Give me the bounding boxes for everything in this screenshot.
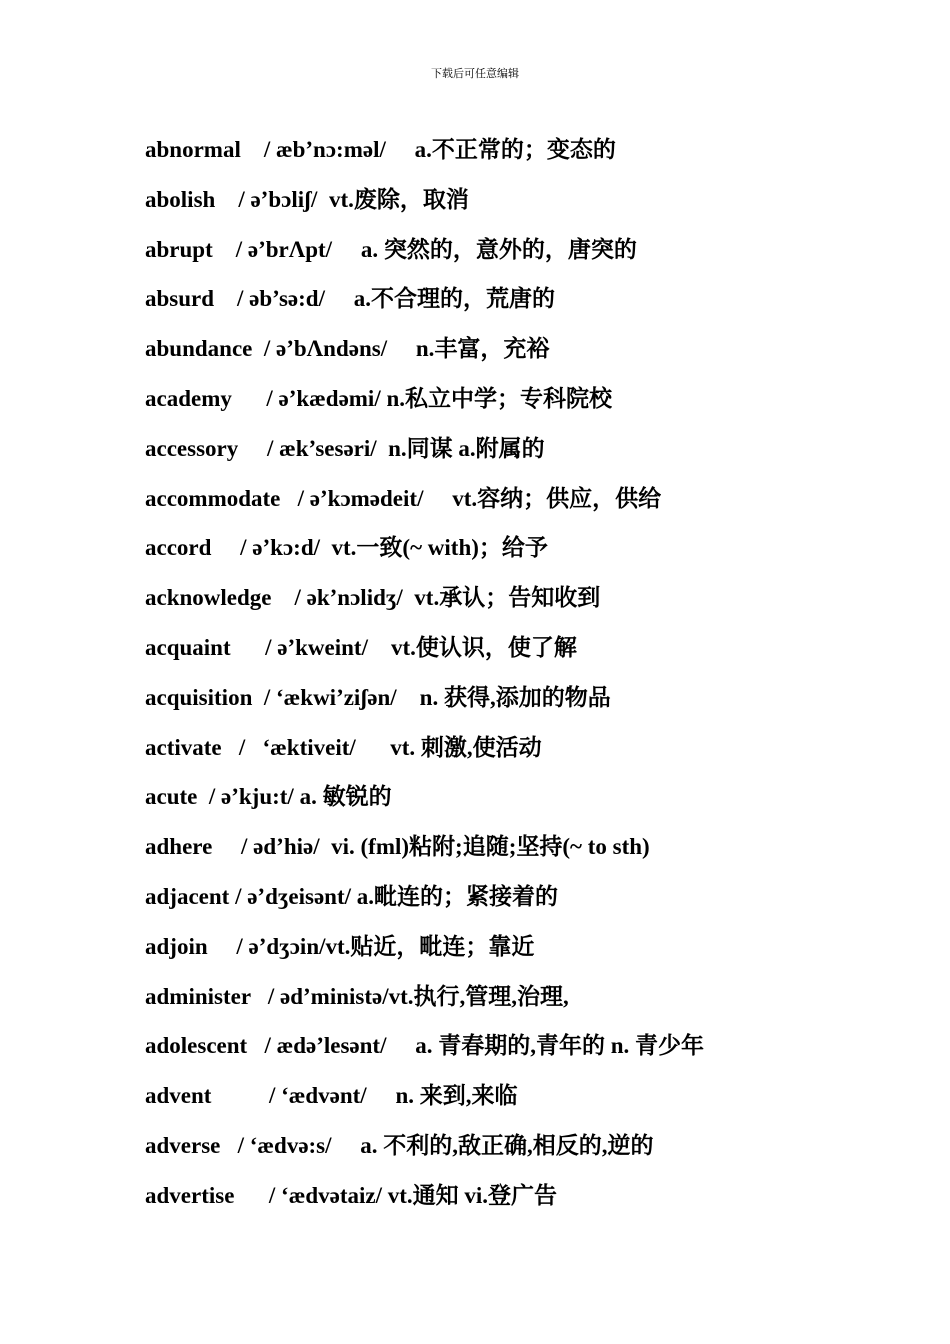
vocab-entry-adhere: adhere / əd’hiə/ vi. (fml)粘附;追随;坚持(~ to sth) [145,834,650,860]
vocab-entry-accord: accord / ə’kɔ:d/ vt.一致(~ with)；给予 [145,535,548,561]
vocab-entry-abrupt: abrupt / ə’brΛpt/ a. 突然的，意外的，唐突的 [145,236,637,262]
vocab-entry-academy: academy / ə’kædəmi/ n.私立中学；专科院校 [145,385,613,411]
page-header: 下载后可任意编辑 [431,67,519,80]
vocab-entry-advent: advent / ‘ædvənt/ n. 来到,来临 [145,1083,518,1109]
vocab-entry-activate: activate / ‘æktiveit/ vt. 刺激,使活动 [145,734,542,760]
vocab-entry-adolescent: adolescent / ædə’lesənt/ a. 青春期的,青年的 n. 青少年 [145,1033,705,1059]
vocab-entry-administer: administer / əd’ministə/vt.执行,管理,治理, [145,983,569,1009]
vocab-entry-absurd: absurd / əb’sə:d/ a.不合理的，荒唐的 [145,286,555,312]
vocab-entry-acquaint: acquaint / ə’kweint/ vt.使认识，使了解 [145,634,577,660]
vocabulary-list [145,130,905,1226]
vocab-entry-abnormal: abnormal / æb’nɔ:məl/ a.不正常的；变态的 [145,137,616,162]
vocab-entry-acute: acute / ə’kju:t/ a. 敏锐的 [145,784,392,810]
vocab-entry-adjacent: adjacent / ə’dʒeisənt/ a.毗连的；紧接着的 [145,883,559,909]
vocab-entry-adverse: adverse / ‘ædvə:s/ a. 不利的,敌正确,相反的,逆的 [145,1132,654,1158]
vocab-entry-acquisition: acquisition / ‘ækwi’ziʃən/ n. 获得,添加的物品 [145,684,611,710]
vocab-entry-abolish: abolish / ə’bɔliʃ/ vt.废除，取消 [145,186,469,212]
vocab-entry-accommodate: accommodate / ə’kɔmədeit/ vt.容纳；供应，供给 [145,485,662,511]
vocab-entry-accessory: accessory / æk’sesəri/ n.同谋 a.附属的 [145,435,545,461]
vocab-entry-advertise: advertise / ‘ædvətaiz/ vt.通知 vi.登广告 [145,1182,558,1208]
vocab-entry-abundance: abundance / ə’bΛndəns/ n.丰富，充裕 [145,336,550,362]
vocab-entry-adjoin: adjoin / ə’dʒɔin/vt.贴近，毗连；靠近 [145,933,535,959]
vocab-entry-acknowledge: acknowledge / ək’nɔlidʒ/ vt.承认；告知收到 [145,585,601,611]
